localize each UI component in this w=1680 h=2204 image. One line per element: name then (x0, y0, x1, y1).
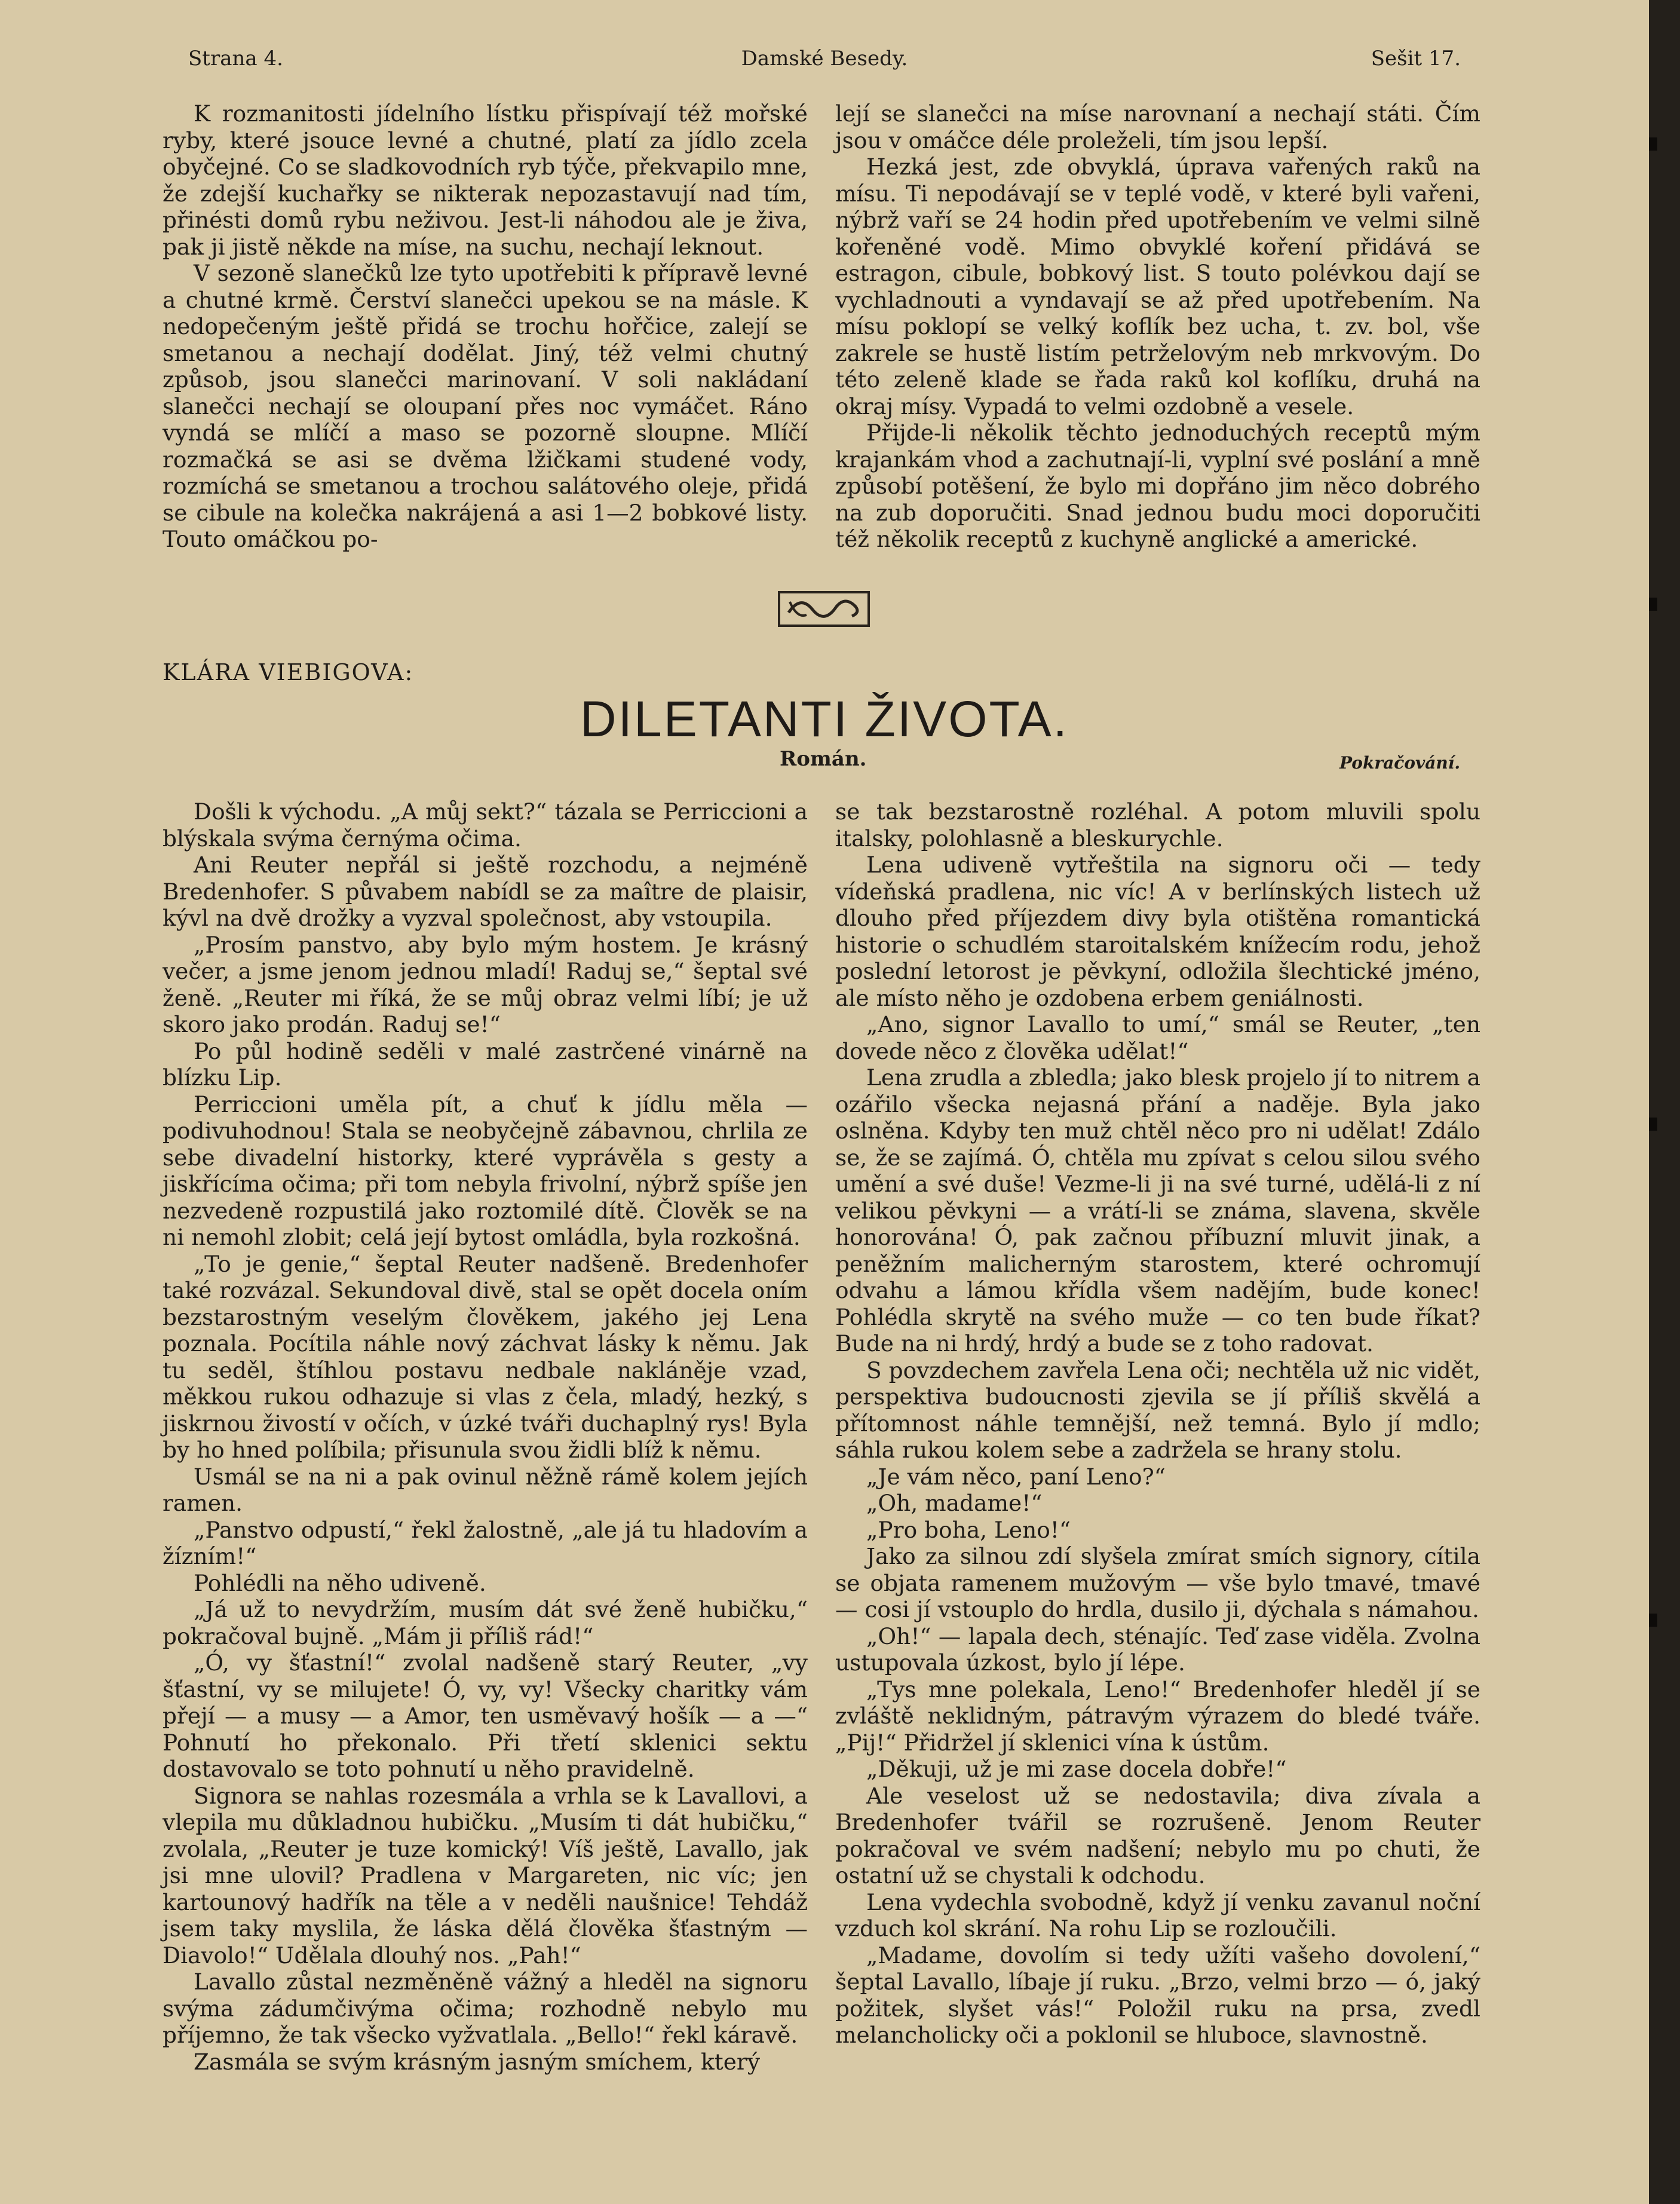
paragraph: Usmál se na ni a pak ovinul něžně rámě kolem jejích ramen. (163, 1463, 808, 1516)
paragraph: „Já už to nevydržím, musím dát své ženě hubičku,“ pokračoval bujně. „Mám ji příliš rád!“ (163, 1596, 808, 1649)
paragraph: S povzdechem zavřela Lena oči; nechtěla už nic vidět, perspektiva budoucnosti zjevila se jí příliš skvělá a přítomnost náhle temnější, než temná. Bylo jí mdlo; sáhla rukou kolem sebe a zadržela se hrany stolu. (835, 1357, 1480, 1463)
page-header (188, 47, 1461, 76)
paragraph: „Ó, vy šťastní!“ zvolal nadšeně starý Reuter, „vy šťastní, vy se milujete! Ó, vy, vy! Všecky charitky vám přejí — a musy — a Amor, ten usměvavý hošík — a —“ Pohnutí ho překonalo. Při třetí sklenici sektu dostavovalo se toto pohnutí u něho pravidelně. (163, 1649, 808, 1782)
journal-title: Damské Besedy. (741, 47, 908, 71)
paragraph: „Je vám něco, paní Leno?“ (866, 1463, 1166, 1490)
paragraph: V sezoně slanečků lze tyto upotřebiti k přípravě levné a chutné krmě. Čerství slanečci upekou se na másle. K nedopečeným ještě přidá se trochu hořčice, zalejí se smetanou a nechají dodělat. Jiný, též velmi chutný způsob, jsou slanečci marinovaní. V soli nakládaní slanečci nechají se oloupaní přes noc vymáčet. Ráno vyndá se mlíčí a maso se pozorně sloupne. Mlíčí rozmačká se asi se dvěma lžičkami studené vody, rozmíchá se smetanou a trochou salátového oleje, přidá se cibule na kolečka nakrájená a asi 1—2 bobkové listy. Touto omáčkou po- (163, 260, 808, 552)
paragraph: „Děkuji, už je mi zase docela dobře!“ (866, 1756, 1287, 1782)
issue-number: Sešit 17. (1371, 47, 1461, 71)
paragraph: K rozmanitosti jídelního lístku přispívají též mořské ryby, které jsouce levné a chutné, platí za jídlo zcela obyčejné. Co se sladkovodních ryb týče, překvapilo mne, že zdejší kuchařky se nikterak nepozastavují nad tím, přinésti domů rybu neživou. Jest-li náhodou ale je živa, pak ji jistě někde na míse, na suchu, nechají leknout. (163, 100, 808, 260)
spine-mark (1649, 1614, 1657, 1627)
paragraph: Lena vydechla svobodně, když jí venku zavanul noční vzduch kol skrání. Na rohu Lip se rozloučili. (835, 1888, 1480, 1942)
spine-mark (1649, 137, 1657, 151)
paragraph: „Panstvo odpustí,“ řekl žalostně, „ale já tu hladovím a žízním!“ (163, 1516, 808, 1569)
paragraph: „To je genie,“ šeptal Reuter nadšeně. Bredenhofer také rozvázal. Sekundoval divě, stal se opět docela oním bezstarostným veselým člověkem, jakého jej Lena poznala. Pocítila náhle nový záchvat lásky k němu. Jak tu seděl, štíhlou postavu nedbale nakláněje vzad, měkkou rukou odhazuje si vlas z čela, mladý, hezký, s jiskrnou živostí v očích, v úzké tváři duchaplný rys! Byla by ho hned políbila; přisunula svou židli blíž k němu. (163, 1250, 808, 1463)
spine-mark (1649, 598, 1657, 611)
continued-note: Pokračování. (1339, 753, 1461, 773)
paragraph: Přijde-li několik těchto jednoduchých receptů mým krajankám vhod a zachutnají-li, vyplní své poslání a mně způsobí potěšení, že bylo mi dopřáno jim něco dobrého na zub doporučiti. Snad jednou budu moci doporučiti též několik receptů z kuchyně anglické a americké. (835, 420, 1480, 552)
paragraph: Zasmála se svým krásným jasným smíchem, který (194, 2048, 761, 2075)
paragraph: „Ano, signor Lavallo to umí,“ smál se Reuter, „ten dovede něco z člověka udělat!“ (835, 1011, 1480, 1064)
paragraph: „Pro boha, Leno!“ (866, 1516, 1071, 1543)
paragraph: Lena zrudla a zbledla; jako blesk projelo jí to nitrem a ozářilo všecka nejasná přání a naděje. Byla jako oslněna. Kdyby ten muž chtěl něco pro ni udělat! Zdálo se, že se zajímá. Ó, chtěla mu zpívat s celou silou svého umění a své duše! Vezme-li ji na své turné, udělá-li z ní velikou pěvkyni — a vrátí-li se známa, slavena, skvěle honorována! Ó, pak začnou příbuzní mluvit jinak, a peněžním malicherným starostem, které ochromují odvahu a lámou křídla všem nadějím, bude konec! Pohlédla skrytě na svého muže — co ten bude říkat? Bude na ni hrdý, hrdý a bude se z toho radovat. (835, 1064, 1480, 1357)
novel-title: DILETANTI ŽIVOTA. (580, 691, 1069, 747)
section-divider-ornament-icon (777, 589, 872, 630)
paragraph: Ani Reuter nepřál si ještě rozchodu, a nejméně Bredenhofer. S půvabem nabídl se za maître de plaisir, kývl na dvě drožky a vyzval společnost, aby vstoupila. (163, 852, 808, 931)
recipes-column-left (163, 100, 808, 555)
paragraph: „Oh, madame!“ (866, 1490, 1043, 1516)
paragraph: Signora se nahlas rozesmála a vrhla se k Lavallovi, a vlepila mu důkladnou hubičku. „Musím ti dát hubičku,“ zvolala, „Reuter je tuze komický! Víš ještě, Lavallo, jak jsi mne ulovil? Pradlena v Margareten, nic víc; jen kartounový hadřík na těle a v neděli naušnice! Tehdáž jsem taky myslila, že láska dělá člověka šťastným — Diavolo!“ Udělala dlouhý nos. „Pah!“ (163, 1782, 808, 1969)
paragraph: „Prosím panstvo, aby bylo mým hostem. Je krásný večer, a jsme jenom jednou mladí! Raduj se,“ šeptal své ženě. „Reuter mi říká, že se můj obraz velmi líbí; je už skoro jako prodán. Raduj se!“ (163, 931, 808, 1037)
paragraph: Po půl hodině seděli v malé zastrčené vinárně na blízku Lip. (163, 1037, 808, 1091)
paragraph: Lena udiveně vytřeštila na signoru oči — tedy vídeňská pradlena, nic víc! A v berlínských listech už dlouho před příjezdem divy byla otištěna romantická historie o schudlém staroitalském knížecím rodu, jehož poslední letorost je pěvkyní, odložila šlechtické jméno, ale místo něho je ozdobena erbem geniálnosti. (835, 852, 1480, 1011)
novel-column-left (163, 798, 808, 2077)
paragraph: „Madame, dovolím si tedy užíti vašeho dovolení,“ šeptal Lavallo, líbaje jí ruku. „Brzo, velmi brzo — ó, jaký požitek, slyšet vás!“ Položil ruku na prsa, zvedl melancholicky oči a poklonil se hluboce, slavnostně. (835, 1942, 1480, 2048)
paragraph: Lavallo zůstal nezměněně vážný a hleděl na signoru svýma zádumčivýma očima; rozhodně nebylo mu příjemno, že tak všecko vyžvatlala. „Bello!“ řekl káravě. (163, 1969, 808, 2048)
paragraph: Pohlédli na něho udiveně. (194, 1569, 486, 1596)
paragraph: Došli k východu. „A můj sekt?“ tázala se Perriccioni a blýskala svýma černýma očima. (163, 798, 808, 852)
spine-mark (1649, 1118, 1657, 1131)
page-number: Strana 4. (188, 47, 283, 71)
book-spine (1649, 0, 1680, 2204)
recipes-column-right (835, 100, 1480, 561)
novel-subtitle: Román. (780, 747, 867, 771)
paragraph: Perriccioni uměla pít, a chuť k jídlu měla — podivuhodnou! Stala se neobyčejně zábavnou, chrlila ze sebe divadelní historky, které vyprávěla s gesty a jiskřícíma očima; při tom nebyla frivolní, nýbrž spíše jen nezvedeně rozpustilá jako roztomilé dítě. Člověk se na ni nemohl zlobit; celá její bytost omládla, byla rozkošná. (163, 1091, 808, 1250)
paragraph: „Tys mne polekala, Leno!“ Bredenhofer hleděl jí se zvláště neklidným, pátravým výrazem do bledé tváře. „Pij!“ Přidržel jí sklenici vína k ústům. (835, 1676, 1480, 1756)
paragraph: Hezká jest, zde obvyklá, úprava vařených raků na mísu. Ti nepodávají se v teplé vodě, v které byli vařeni, nýbrž vaří se 24 hodin před upotřebením ve velmi silně kořeněné vodě. Mimo obvyklé koření přidává se estragon, cibule, bobkový list. S touto polévkou dají se vychladnouti a vyndavají se až před upotřebením. Na mísu poklopí se velký koflík bez ucha, t. zv. bol, vše zakrele se hustě listím petrželovým neb mrkvovým. Do této zeleně klade se řada raků kol koflíku, druhá na okraj mísy. Vypadá to velmi ozdobně a vesele. (835, 154, 1480, 420)
author-name: KLÁRA VIEBIGOVA: (163, 659, 414, 685)
paragraph: lejí se slanečci na míse narovnaní a nechají státi. Čím jsou v omáčce déle proleželi, tím jsou lepší. (835, 100, 1480, 154)
paragraph: se tak bezstarostně rozléhal. A potom mluvili spolu italsky, polohlasně a bleskurychle. (835, 798, 1480, 852)
novel-column-right (835, 798, 1480, 2077)
paragraph: Ale veselost už se nedostavila; diva zívala a Bredenhofer tvářil se rozrušeně. Jenom Reuter pokračoval ve svém nadšení; nebylo mu po chuti, že ostatní už se chystali k odchodu. (835, 1782, 1480, 1888)
paragraph: „Oh!“ — lapala dech, sténajíc. Teď zase viděla. Zvolna ustupovala úzkost, bylo jí lépe. (835, 1623, 1480, 1676)
paragraph: Jako za silnou zdí slyšela zmírat smích signory, cítila se objata ramenem mužovým — vše bylo tmavé, tmavé — cosi jí vstouplo do hrdla, dusilo ji, dýchala s námahou. (835, 1543, 1480, 1623)
